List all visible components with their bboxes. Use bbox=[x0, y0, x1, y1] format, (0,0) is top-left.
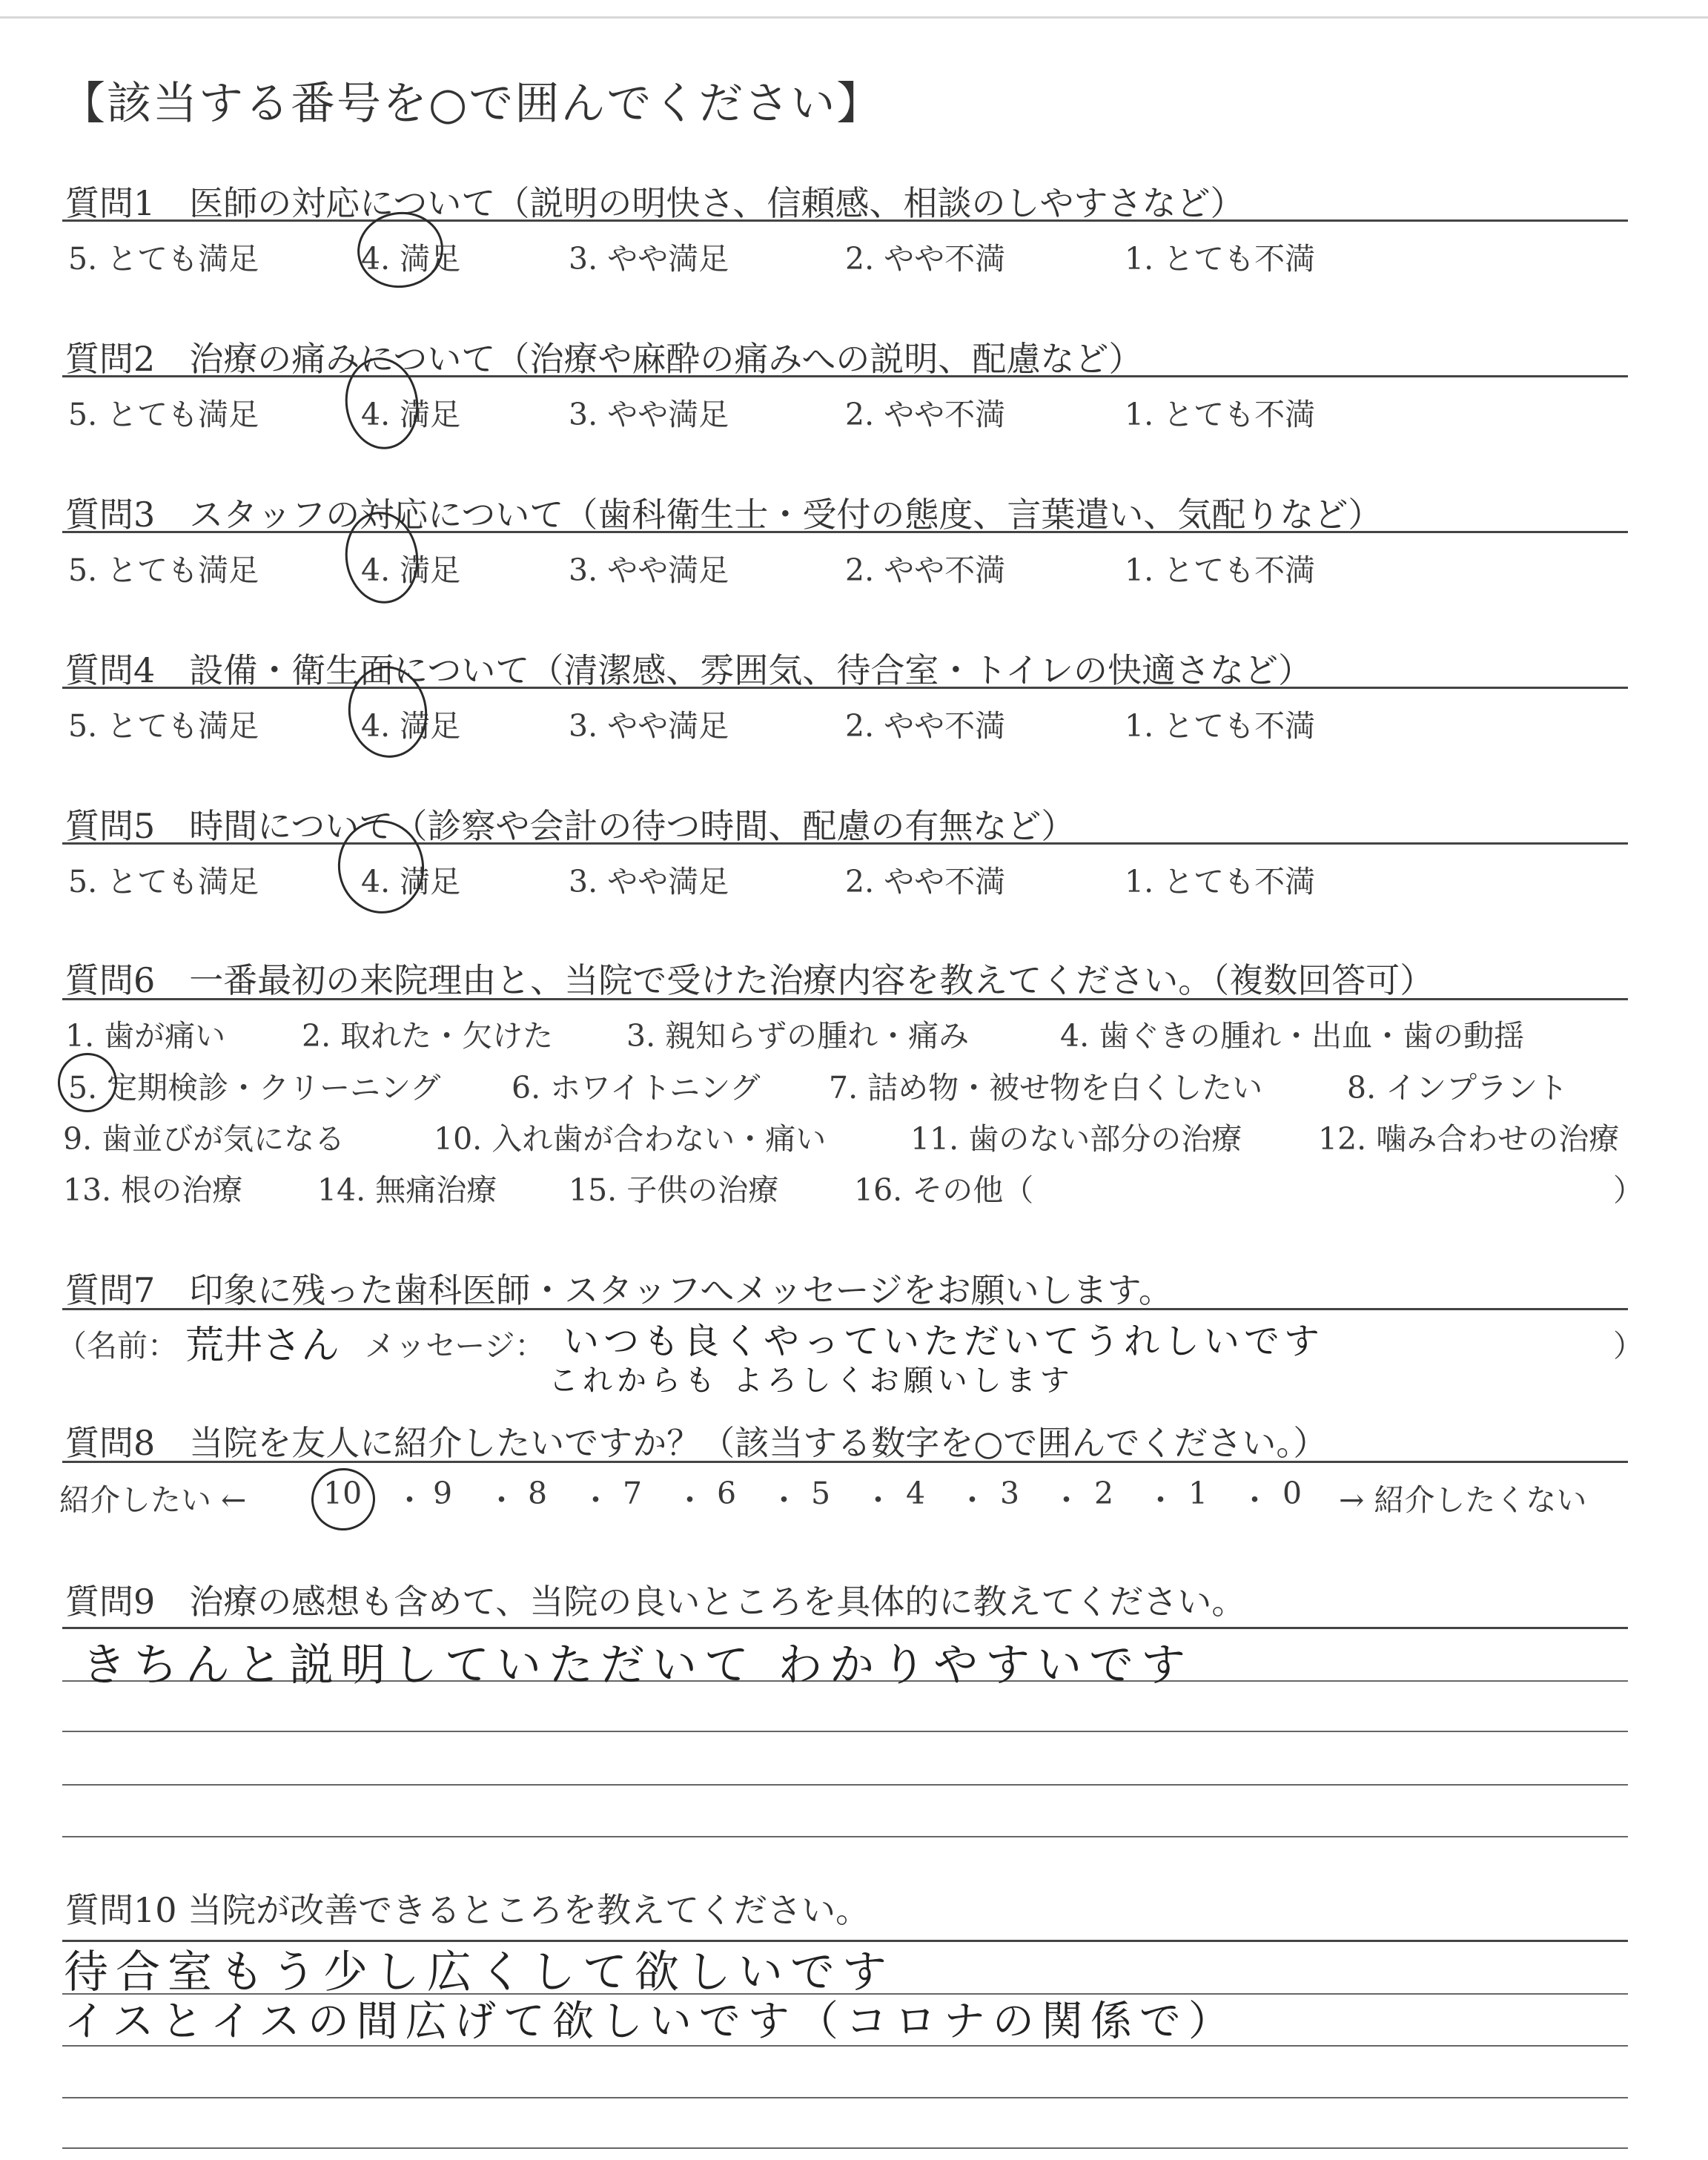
q6-option-15[interactable]: 15. 子供の治療 bbox=[569, 1172, 779, 1208]
q1-option-4[interactable]: 4. 満足 bbox=[361, 241, 461, 277]
q9-answer-text[interactable]: きちんと説明していただいて わかりやすいです bbox=[82, 1639, 1194, 1691]
q6-option-10[interactable]: 10. 入れ歯が合わない・痛い bbox=[434, 1121, 827, 1157]
question-4-rule bbox=[62, 687, 1628, 689]
q6-option-13[interactable]: 13. 根の治療 bbox=[63, 1172, 243, 1208]
q8-separator: ・ bbox=[394, 1482, 425, 1518]
q1-option-3[interactable]: 3. やや満足 bbox=[569, 241, 729, 277]
q2-option-1[interactable]: 1. とても不満 bbox=[1125, 397, 1316, 432]
q8-score-6[interactable]: 6 bbox=[717, 1476, 737, 1511]
question-8-label: 質問8 当院を友人に紹介したいですか？（該当する数字を○で囲んでください。） bbox=[65, 1423, 1328, 1463]
q6-option-8[interactable]: 8. インプラント bbox=[1347, 1070, 1569, 1106]
q10-answer-line-1[interactable]: 待合室もう少し広くして欲しいです bbox=[64, 1946, 894, 1998]
q1-option-2[interactable]: 2. やや不満 bbox=[845, 241, 1006, 277]
question-9-label: 質問9 治療の感想も含めて、当院の良いところを具体的に教えてください。 bbox=[65, 1582, 1246, 1622]
q6-option-12[interactable]: 12. 噛み合わせの治療 bbox=[1318, 1121, 1620, 1157]
q8-separator: ・ bbox=[863, 1482, 893, 1518]
q3-option-1[interactable]: 1. とても不満 bbox=[1125, 552, 1316, 588]
q5-option-2[interactable]: 2. やや不満 bbox=[845, 864, 1006, 899]
q2-option-3[interactable]: 3. やや満足 bbox=[569, 397, 729, 432]
q4-option-4[interactable]: 4. 満足 bbox=[361, 708, 461, 744]
q8-left-label: 紹介したい ← bbox=[59, 1482, 247, 1518]
q9-answer-line bbox=[62, 1731, 1628, 1732]
q6-option-16[interactable]: 16. その他（ bbox=[854, 1172, 1034, 1208]
question-6-label: 質問6 一番最初の来院理由と、当院で受けた治療内容を教えてください。（複数回答可） bbox=[65, 960, 1434, 1000]
q4-option-1[interactable]: 1. とても不満 bbox=[1125, 708, 1316, 744]
q9-answer-line bbox=[62, 1836, 1628, 1837]
q5-option-1[interactable]: 1. とても不満 bbox=[1125, 864, 1316, 899]
q2-option-5[interactable]: 5. とても満足 bbox=[68, 397, 259, 432]
q1-option-1[interactable]: 1. とても不満 bbox=[1125, 241, 1316, 277]
q6-option-5[interactable]: 5. 定期検診・クリーニング bbox=[68, 1070, 441, 1106]
question-5-rule bbox=[62, 842, 1628, 845]
question-10-label: 質問10 当院が改善できるところを教えてください。 bbox=[65, 1890, 870, 1930]
q8-score-8[interactable]: 8 bbox=[528, 1476, 548, 1511]
question-1-label: 質問1 医師の対応について（説明の明快さ、信頼感、相談のしやすさなど） bbox=[65, 183, 1245, 223]
q8-separator: ・ bbox=[957, 1482, 987, 1518]
question-3-label: 質問3 スタッフの対応について（歯科衛生士・受付の態度、言葉遣い、気配りなど） bbox=[65, 495, 1383, 535]
q5-option-4[interactable]: 4. 満足 bbox=[361, 864, 461, 899]
q8-separator: ・ bbox=[1145, 1482, 1176, 1518]
q8-score-9[interactable]: 9 bbox=[433, 1476, 453, 1511]
q8-score-10[interactable]: 10 bbox=[323, 1476, 363, 1511]
q2-option-2[interactable]: 2. やや不満 bbox=[845, 397, 1006, 432]
q6-option-4[interactable]: 4. 歯ぐきの腫れ・出血・歯の動揺 bbox=[1060, 1018, 1525, 1054]
question-4-label: 質問4 設備・衛生面について（清潔感、雰囲気、待合室・トイレの快適さなど） bbox=[65, 650, 1313, 690]
q9-answer-line bbox=[62, 1784, 1628, 1786]
q3-option-5[interactable]: 5. とても満足 bbox=[68, 552, 259, 588]
q7-message-line-2[interactable]: これからも よろしくお願いします bbox=[549, 1364, 1074, 1398]
q10-answer-line-2[interactable]: イスとイスの間広げて欲しいです（コロナの関係で） bbox=[64, 1998, 1237, 2046]
q8-separator: ・ bbox=[1051, 1482, 1082, 1518]
question-9-rule bbox=[62, 1627, 1628, 1629]
q8-separator: ・ bbox=[675, 1482, 705, 1518]
q4-option-5[interactable]: 5. とても満足 bbox=[68, 708, 259, 744]
q8-score-1[interactable]: 1 bbox=[1188, 1476, 1208, 1511]
q8-score-7[interactable]: 7 bbox=[623, 1476, 643, 1511]
question-3-rule bbox=[62, 531, 1628, 533]
q6-option-14[interactable]: 14. 無痛治療 bbox=[317, 1172, 497, 1208]
q8-separator: ・ bbox=[769, 1482, 799, 1518]
q10-answer-line bbox=[62, 2147, 1628, 2149]
q8-score-2[interactable]: 2 bbox=[1094, 1476, 1114, 1511]
q5-option-3[interactable]: 3. やや満足 bbox=[569, 864, 729, 899]
q6-option-2[interactable]: 2. 取れた・欠けた bbox=[302, 1018, 554, 1054]
q8-score-3[interactable]: 3 bbox=[1000, 1476, 1020, 1511]
q6-option-1[interactable]: 1. 歯が痛い bbox=[65, 1018, 226, 1054]
q6-option-9[interactable]: 9. 歯並びが気になる bbox=[63, 1121, 345, 1157]
scan-edge-line bbox=[0, 16, 1708, 19]
q6-option-7[interactable]: 7. 詰め物・被せ物を白くしたい bbox=[829, 1070, 1263, 1106]
q7-close-paren: ） bbox=[1613, 1328, 1644, 1364]
q6-option-6[interactable]: 6. ホワイトニング bbox=[512, 1070, 761, 1106]
q7-message-label: メッセージ： bbox=[365, 1328, 546, 1364]
question-2-rule bbox=[62, 375, 1628, 377]
question-8-rule bbox=[62, 1461, 1628, 1463]
q7-message-line-1[interactable]: いつも良くやっていただいてうれしいです bbox=[563, 1321, 1325, 1362]
q8-score-5[interactable]: 5 bbox=[811, 1476, 831, 1511]
q8-score-4[interactable]: 4 bbox=[906, 1476, 926, 1511]
question-2-label: 質問2 治療の痛みについて（治療や麻酔の痛みへの説明、配慮など） bbox=[65, 339, 1143, 379]
q2-option-4[interactable]: 4. 満足 bbox=[361, 397, 461, 432]
q10-answer-line bbox=[62, 2097, 1628, 2098]
question-7-label: 質問7 印象に残った歯科医師・スタッフへメッセージをお願いします。 bbox=[65, 1270, 1173, 1310]
q8-selection-circle bbox=[308, 1464, 380, 1534]
q3-option-2[interactable]: 2. やや不満 bbox=[845, 552, 1006, 588]
q4-option-3[interactable]: 3. やや満足 bbox=[569, 708, 729, 744]
q8-score-0[interactable]: 0 bbox=[1282, 1476, 1302, 1511]
q6-option-3[interactable]: 3. 親知らずの腫れ・痛み bbox=[626, 1018, 970, 1054]
q8-separator: ・ bbox=[1239, 1482, 1270, 1518]
q4-option-2[interactable]: 2. やや不満 bbox=[845, 708, 1006, 744]
q3-option-4[interactable]: 4. 満足 bbox=[361, 552, 461, 588]
question-6-rule bbox=[62, 998, 1628, 1000]
q7-name-label: （名前： bbox=[56, 1328, 178, 1364]
q3-option-3[interactable]: 3. やや満足 bbox=[569, 552, 729, 588]
q8-right-label: → 紹介したくない bbox=[1339, 1482, 1587, 1518]
q8-separator: ・ bbox=[580, 1482, 611, 1518]
page-title: 【該当する番号を○で囲んでください】 bbox=[61, 78, 883, 130]
question-7-rule bbox=[62, 1308, 1628, 1310]
q8-separator: ・ bbox=[486, 1482, 517, 1518]
q1-option-5[interactable]: 5. とても満足 bbox=[68, 241, 259, 277]
q5-option-5[interactable]: 5. とても満足 bbox=[68, 864, 259, 899]
q7-name-value[interactable]: 荒井さん bbox=[185, 1324, 340, 1368]
question-1-rule bbox=[62, 219, 1628, 222]
question-5-label: 質問5 時間について（診察や会計の待つ時間、配慮の有無など） bbox=[65, 806, 1076, 846]
q6-option-11[interactable]: 11. 歯のない部分の治療 bbox=[910, 1121, 1242, 1157]
q6-other-close-paren: ） bbox=[1613, 1172, 1644, 1208]
